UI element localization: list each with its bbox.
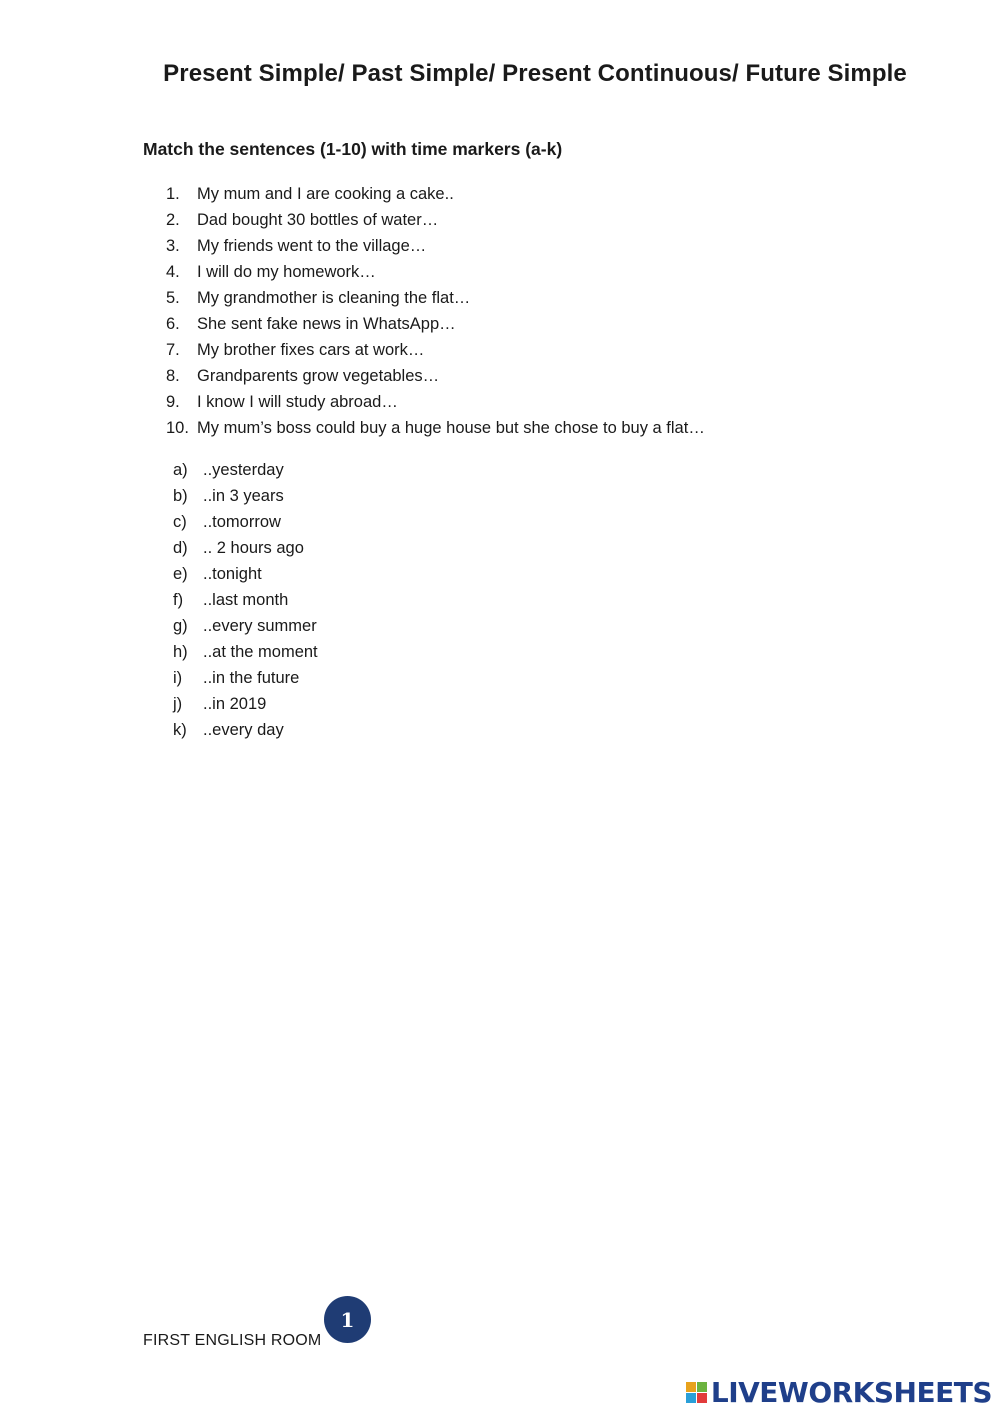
- item-number: 5.: [166, 289, 180, 307]
- sentence-text: My friends went to the village…: [197, 237, 427, 255]
- footer-school-name: FIRST ENGLISH ROOM: [143, 1332, 322, 1349]
- page-number-badge: 1: [324, 1296, 371, 1343]
- time-marker-text: ..tomorrow: [203, 513, 281, 531]
- liveworksheets-logo-icon: [686, 1382, 708, 1404]
- item-number: 4.: [166, 263, 180, 281]
- sentence-text: My mum and I are cooking a cake..: [197, 185, 454, 203]
- time-marker-text: .. 2 hours ago: [203, 539, 304, 557]
- instruction-text: Match the sentences (1-10) with time markers (a-k): [143, 139, 563, 159]
- item-letter: g): [173, 617, 188, 635]
- item-letter: c): [173, 513, 187, 531]
- time-marker-text: ..at the moment: [203, 643, 318, 661]
- item-number: 6.: [166, 315, 180, 333]
- sentence-text: Grandparents grow vegetables…: [197, 367, 440, 385]
- item-letter: k): [173, 721, 187, 739]
- time-marker-text: ..last month: [203, 591, 289, 609]
- item-letter: i): [173, 669, 183, 687]
- sentence-text: My grandmother is cleaning the flat…: [197, 289, 471, 307]
- time-marker-text: ..tonight: [203, 565, 262, 583]
- sentence-text: Dad bought 30 bottles of water…: [197, 211, 439, 229]
- time-marker-text: ..in 2019: [203, 695, 267, 713]
- item-number: 7.: [166, 341, 180, 359]
- item-letter: f): [173, 591, 184, 609]
- sentence-text: I will do my homework…: [197, 263, 376, 281]
- liveworksheets-brand[interactable]: [686, 1376, 992, 1409]
- item-number: 8.: [166, 367, 180, 385]
- sentence-text: She sent fake news in WhatsApp…: [197, 315, 456, 333]
- time-marker-text: ..every summer: [203, 617, 317, 635]
- time-marker-text: ..in the future: [203, 669, 300, 687]
- time-marker-text: ..in 3 years: [203, 487, 284, 505]
- item-letter: e): [173, 565, 188, 583]
- item-letter: j): [173, 695, 183, 713]
- time-marker-text: ..yesterday: [203, 461, 284, 479]
- item-letter: a): [173, 461, 188, 479]
- sentence-text: My mum’s boss could buy a huge house but she chose to buy a flat…: [197, 419, 705, 437]
- sentence-text: I know I will study abroad…: [197, 393, 398, 411]
- item-number: 2.: [166, 211, 180, 229]
- item-letter: h): [173, 643, 188, 661]
- item-letter: b): [173, 487, 188, 505]
- brand-name: LIVEWORKSHEETS: [710, 1376, 992, 1409]
- worksheet-title: Present Simple/ Past Simple/ Present Continuous/ Future Simple: [163, 60, 907, 87]
- item-number: 1.: [166, 185, 180, 203]
- sentence-text: My brother fixes cars at work…: [197, 341, 425, 359]
- item-letter: d): [173, 539, 188, 557]
- item-number: 10.: [166, 419, 189, 437]
- item-number: 3.: [166, 237, 180, 255]
- time-marker-text: ..every day: [203, 721, 284, 739]
- item-number: 9.: [166, 393, 180, 411]
